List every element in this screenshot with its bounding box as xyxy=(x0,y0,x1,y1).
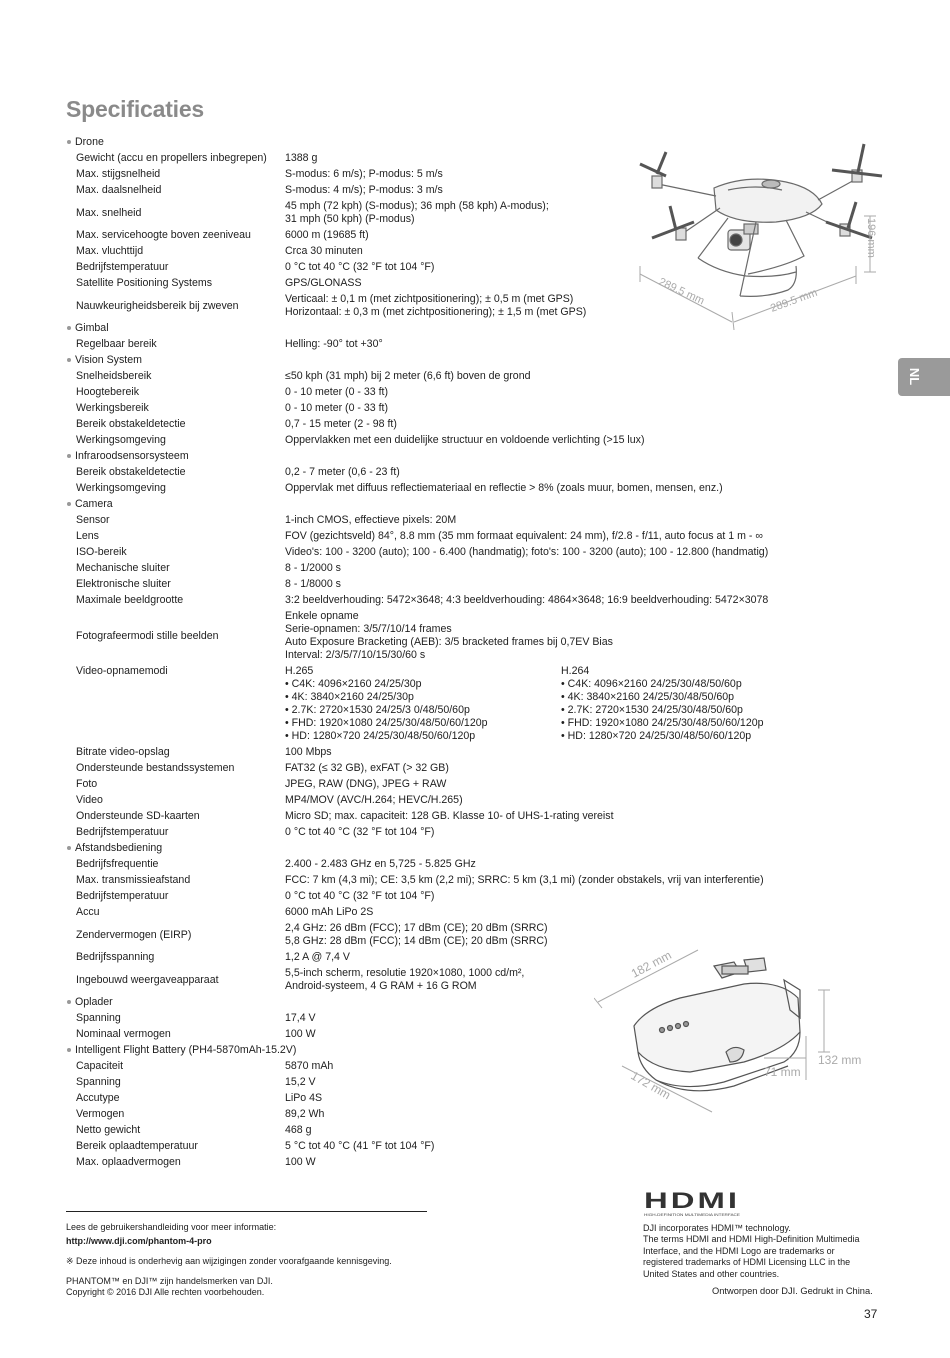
spec-value xyxy=(285,418,806,431)
spec-row xyxy=(66,872,806,888)
spec-value xyxy=(285,1140,806,1153)
copyright-note: Copyright © 2016 DJI Alle rechten voorbehouden. xyxy=(66,1287,265,1297)
spec-value-line: 89,2 Wh xyxy=(285,1108,325,1120)
spec-value xyxy=(285,906,806,919)
spec-label: Satellite Positioning Systems xyxy=(76,277,213,289)
spec-label: Bedrijfsspanning xyxy=(76,951,155,963)
spec-row xyxy=(66,464,806,480)
drone-width-left-label: 289.5 mm xyxy=(656,275,707,308)
spec-label: Video-opnamemodi xyxy=(76,665,168,677)
spec-label: Ondersteunde SD-kaarten xyxy=(76,810,200,822)
spec-label: Lens xyxy=(76,530,99,542)
spec-row xyxy=(66,528,806,544)
svg-text:HDMI: HDMI xyxy=(644,1188,740,1213)
spec-value xyxy=(285,874,806,887)
spec-row xyxy=(66,592,806,608)
spec-value-line: Enkele opname xyxy=(285,610,359,622)
spec-label: Max. stijgsnelheid xyxy=(76,168,161,180)
spec-label: Bedrijfstemperatuur xyxy=(76,890,169,902)
spec-value-line: 0,7 - 15 meter (2 - 98 ft) xyxy=(285,418,397,430)
spec-value xyxy=(285,578,806,591)
spec-label: Nauwkeurigheidsbereik bij zweven xyxy=(76,299,239,312)
spec-value-line: FOV (gezichtsveld) 84°, 8.8 mm (35 mm formaat equivalent: 24 mm), f/2.8 - f/11, auto focus at 1 m - ∞ xyxy=(285,530,763,542)
spec-value xyxy=(285,762,806,775)
rc-height-label: 132 mm xyxy=(818,1053,862,1067)
spec-label: Bereik obstakeldetectie xyxy=(76,418,186,430)
spec-label: Fotografeermodi stille beelden xyxy=(76,629,219,642)
spec-value-line: 45 mph (72 kph) (S-modus); 36 mph (58 kph) A-modus); xyxy=(285,200,549,212)
spec-value-line: 2.400 - 2.483 GHz en 5,725 - 5.825 GHz xyxy=(285,858,476,870)
spec-label: Video xyxy=(76,794,103,806)
spec-row xyxy=(66,1154,806,1170)
spec-section-header: Drone xyxy=(66,134,806,150)
spec-section-header: Infraroodsensorsysteem xyxy=(66,448,806,464)
trademark-note: PHANTOM™ en DJI™ zijn handelsmerken van DJI. xyxy=(66,1276,273,1286)
spec-row xyxy=(66,560,806,576)
spec-value-line: 0 °C tot 40 °C (32 °F tot 104 °F) xyxy=(285,890,435,902)
hdmi-line: Interface, and the HDMI Logo are trademarks or xyxy=(643,1245,835,1256)
spec-value xyxy=(285,338,806,351)
spec-label: Bereik oplaadtemperatuur xyxy=(76,1140,198,1152)
spec-row xyxy=(66,544,806,560)
spec-row xyxy=(66,400,806,416)
spec-value-line: GPS/GLONASS xyxy=(285,277,362,289)
spec-value-line: FAT32 (≤ 32 GB), exFAT (> 32 GB) xyxy=(285,762,449,774)
spec-label: Bedrijfsfrequentie xyxy=(76,858,159,870)
spec-value-line: Helling: -90° tot +30° xyxy=(285,338,383,350)
spec-value-line: Android-systeem, 4 G RAM + 16 G ROM xyxy=(285,980,477,992)
spec-value-line: 0 °C tot 40 °C (32 °F tot 104 °F) xyxy=(285,826,435,838)
rc-thickness-label: 71 mm xyxy=(764,1065,801,1079)
spec-value xyxy=(285,794,806,807)
spec-value-line: 31 mph (50 kph) (P-modus) xyxy=(285,213,415,225)
spec-label: Ingebouwd weergaveapparaat xyxy=(76,973,219,986)
spec-value-line: Micro SD; max. capaciteit: 128 GB. Klasse 10- of UHS-1-rating vereist xyxy=(285,810,614,822)
manual-url[interactable]: http://www.dji.com/phantom-4-pro xyxy=(66,1236,212,1246)
hdmi-line: DJI incorporates HDMI™ technology. xyxy=(643,1223,791,1233)
spec-label: Max. vluchttijd xyxy=(76,245,144,257)
spec-row xyxy=(66,888,806,904)
spec-row xyxy=(66,856,806,872)
spec-value-line: Verticaal: ± 0,1 m (met zichtpositionering); ± 0,5 m (met GPS) xyxy=(285,293,574,305)
spec-label: Gewicht (accu en propellers inbegrepen) xyxy=(76,152,267,164)
spec-label: Max. daalsnelheid xyxy=(76,184,162,196)
spec-value xyxy=(285,530,806,543)
spec-section-header: Vision System xyxy=(66,352,806,368)
spec-section-header: Oplader xyxy=(66,994,806,1010)
spec-label: Snelheidsbereik xyxy=(76,370,152,382)
spec-label: Bedrijfstemperatuur xyxy=(76,261,169,273)
spec-value-line: 1-inch CMOS, effectieve pixels: 20M xyxy=(285,514,457,526)
spec-label: Sensor xyxy=(76,514,110,526)
spec-row xyxy=(66,792,806,808)
spec-value-line: 17,4 V xyxy=(285,1012,316,1024)
spec-value-line: 468 g xyxy=(285,1124,312,1136)
hdmi-notice xyxy=(643,1223,893,1280)
spec-row xyxy=(66,744,806,760)
spec-value-line: 5,8 GHz: 28 dBm (FCC); 14 dBm (CE); 20 dBm (SRRC) xyxy=(285,935,548,947)
spec-label: Nominaal vermogen xyxy=(76,1028,171,1040)
spec-value xyxy=(285,434,806,447)
spec-label: Capaciteit xyxy=(76,1060,124,1072)
spec-value xyxy=(285,665,837,743)
spec-value-line: 5870 mAh xyxy=(285,1060,334,1072)
spec-label: Max. oplaadvermogen xyxy=(76,1156,181,1168)
spec-label: Elektronische sluiter xyxy=(76,578,171,590)
spec-value-line: Serie-opnamen: 3/5/7/10/14 frames xyxy=(285,623,452,635)
spec-value-line: 0 °C tot 40 °C (32 °F tot 104 °F) xyxy=(285,261,435,273)
manual-note: Lees de gebruikershandleiding voor meer informatie: xyxy=(66,1222,277,1232)
spec-label: Accu xyxy=(76,906,100,918)
spec-value-line: 8 - 1/8000 s xyxy=(285,578,341,590)
spec-value-line: ≤50 kph (31 mph) bij 2 meter (6,6 ft) boven de grond xyxy=(285,370,531,382)
spec-value-line: 5 °C tot 40 °C (41 °F tot 104 °F) xyxy=(285,1140,435,1152)
hdmi-line: registered trademarks of HDMI Licensing LLC in the xyxy=(643,1257,851,1268)
spec-value-line: • HD: 1280×720 24/25/30/48/50/60/120p xyxy=(561,730,752,742)
spec-label: Netto gewicht xyxy=(76,1124,141,1136)
spec-section-header: Intelligent Flight Battery (PH4-5870mAh-15.2V) xyxy=(66,1042,806,1058)
spec-row xyxy=(66,576,806,592)
spec-value xyxy=(285,610,806,662)
spec-row xyxy=(66,480,806,496)
spec-value-line: • HD: 1280×720 24/25/30/48/50/60/120p xyxy=(285,730,476,742)
spec-value xyxy=(285,466,806,479)
spec-value xyxy=(285,562,806,575)
spec-label: Ondersteunde bestandssystemen xyxy=(76,762,235,774)
spec-value-line: 6000 mAh LiPo 2S xyxy=(285,906,374,918)
spec-label: Max. servicehoogte boven zeeniveau xyxy=(76,229,251,241)
spec-label: Max. snelheid xyxy=(76,206,142,219)
spec-value xyxy=(285,1124,806,1137)
spec-value-line: S-modus: 6 m/s); P-modus: 5 m/s xyxy=(285,168,443,180)
spec-row xyxy=(66,432,806,448)
remote-controller-illustration xyxy=(594,940,884,1120)
spec-value-line: S-modus: 4 m/s); P-modus: 3 m/s xyxy=(285,184,443,196)
spec-value xyxy=(285,1156,806,1169)
spec-value xyxy=(285,858,806,871)
spec-row xyxy=(66,336,806,352)
spec-value-line: 5,5-inch scherm, resolutie 1920×1080, 1000 cd/m², xyxy=(285,967,525,979)
spec-label: Maximale beeldgrootte xyxy=(76,594,184,606)
spec-value xyxy=(285,746,806,759)
hdmi-logo xyxy=(644,1188,754,1218)
spec-row xyxy=(66,663,806,744)
spec-value xyxy=(285,778,806,791)
spec-value-line: 8 - 1/2000 s xyxy=(285,562,341,574)
spec-value-line: • 2.7K: 2720×1530 24/25/3 0/48/50/60p xyxy=(285,704,470,716)
spec-value xyxy=(285,826,806,839)
spec-value xyxy=(285,546,806,559)
spec-value-line: H.264 xyxy=(561,665,590,677)
drone-illustration xyxy=(636,126,888,336)
spec-label: Bedrijfstemperatuur xyxy=(76,826,169,838)
spec-section-header: Camera xyxy=(66,496,806,512)
spec-label: Spanning xyxy=(76,1076,121,1088)
spec-value-line: • FHD: 1920×1080 24/25/30/48/50/60/120p xyxy=(561,717,764,729)
spec-label: Werkingsbereik xyxy=(76,402,149,414)
spec-row xyxy=(66,608,806,663)
spec-value xyxy=(285,514,806,527)
spec-value-line: 0,2 - 7 meter (0,6 - 23 ft) xyxy=(285,466,400,478)
spec-value-line: 0 - 10 meter (0 - 33 ft) xyxy=(285,402,389,414)
spec-value-line: 2,4 GHz: 26 dBm (FCC); 17 dBm (CE); 20 dBm (SRRC) xyxy=(285,922,548,934)
made-in-note: Ontworpen door DJI. Gedrukt in China. xyxy=(712,1286,873,1296)
spec-value-line: Video's: 100 - 3200 (auto); 100 - 6.400 (handmatig); foto's: 100 - 3200 (auto); 100 - 12.800 (handmatig) xyxy=(285,546,769,558)
spec-label: Zendervermogen (EIRP) xyxy=(76,928,192,941)
spec-row xyxy=(66,776,806,792)
spec-label: Accutype xyxy=(76,1092,120,1104)
spec-label: Werkingsomgeving xyxy=(76,434,166,446)
spec-value-line: Horizontaal: ± 0,3 m (met zichtpositionering); ± 1,5 m (met GPS) xyxy=(285,306,587,318)
spec-value-line: 1,2 A @ 7,4 V xyxy=(285,951,350,963)
page-title: Specificaties xyxy=(66,96,205,122)
spec-row xyxy=(66,368,806,384)
spec-label: Max. transmissieafstand xyxy=(76,874,191,886)
spec-value-line: Oppervlak met diffuus reflectiemateriaal en reflectie > 8% (zoals muur, bomen, mensen, enz.) xyxy=(285,482,723,494)
spec-value-line: • 4K: 3840×2160 24/25/30/48/50/60p xyxy=(561,691,735,703)
video-codec-column xyxy=(285,665,561,743)
spec-value-line: 100 W xyxy=(285,1028,316,1040)
spec-label: Spanning xyxy=(76,1012,121,1024)
spec-value-line: • 2.7K: 2720×1530 24/25/30/48/50/60p xyxy=(561,704,743,716)
spec-value xyxy=(285,370,806,383)
spec-value-line: Interval: 2/3/5/7/10/15/30/60 s xyxy=(285,649,426,661)
spec-value-line: H.265 xyxy=(285,665,314,677)
spec-row xyxy=(66,824,806,840)
spec-value-line: Crca 30 minuten xyxy=(285,245,363,257)
page-number: 37 xyxy=(864,1307,878,1321)
spec-row xyxy=(66,384,806,400)
spec-label: Mechanische sluiter xyxy=(76,562,170,574)
spec-row xyxy=(66,1138,806,1154)
spec-section-header: Afstandsbediening xyxy=(66,840,806,856)
spec-value-line: • C4K: 4096×2160 24/25/30p xyxy=(285,678,422,690)
spec-label: Foto xyxy=(76,778,98,790)
hdmi-line: United States and other countries. xyxy=(643,1268,780,1279)
spec-row xyxy=(66,808,806,824)
spec-row xyxy=(66,512,806,528)
spec-row xyxy=(66,760,806,776)
spec-value xyxy=(285,402,806,415)
spec-value-line: FCC: 7 km (4,3 mi); CE: 3,5 km (2,2 mi); SRRC: 5 km (3,1 mi) (zonder obstakels, vrij van interferentie) xyxy=(285,874,764,886)
drone-width-right-label: 289.5 mm xyxy=(768,286,819,315)
spec-row xyxy=(66,1122,806,1138)
spec-value-line: 15,2 V xyxy=(285,1076,316,1088)
language-tab-label: NL xyxy=(907,367,923,386)
spec-row xyxy=(66,416,806,432)
spec-value-line: Auto Exposure Bracketing (AEB): 3/5 bracketed frames bij 0,7EV Bias xyxy=(285,636,613,648)
spec-value xyxy=(285,386,806,399)
spec-value-line: • FHD: 1920×1080 24/25/30/48/50/60/120p xyxy=(285,717,488,729)
spec-value-line: • 4K: 3840×2160 24/25/30p xyxy=(285,691,414,703)
spec-value-line: 0 - 10 meter (0 - 33 ft) xyxy=(285,386,389,398)
video-codec-column xyxy=(561,665,837,743)
spec-label: Vermogen xyxy=(76,1108,125,1120)
drone-height-label: 196 mm xyxy=(865,218,877,258)
rc-length-label: 182 mm xyxy=(628,947,674,981)
spec-value xyxy=(285,890,806,903)
spec-value xyxy=(285,482,806,495)
hdmi-line: The terms HDMI and HDMI High-Definition Multimedia xyxy=(643,1234,860,1245)
spec-value xyxy=(285,594,806,607)
spec-section-header: Gimbal xyxy=(66,320,806,336)
spec-value xyxy=(285,810,806,823)
svg-text:HIGH-DEFINITION MULTIMEDIA INT: HIGH-DEFINITION MULTIMEDIA INTERFACE xyxy=(644,1212,741,1217)
spec-label: Regelbaar bereik xyxy=(76,338,157,350)
spec-label: Hoogtebereik xyxy=(76,386,140,398)
spec-label: Bereik obstakeldetectie xyxy=(76,466,186,478)
spec-value-line: LiPo 4S xyxy=(285,1092,323,1104)
spec-value-line: 100 W xyxy=(285,1156,316,1168)
footer-divider xyxy=(66,1211,427,1212)
language-tab xyxy=(898,358,950,396)
spec-value-line: Oppervlakken met een duidelijke structuur en voldoende verlichting (>15 lux) xyxy=(285,434,645,446)
spec-value-line: 6000 m (19685 ft) xyxy=(285,229,369,241)
spec-value-line: 1388 g xyxy=(285,152,318,164)
spec-value-line: MP4/MOV (AVC/H.264; HEVC/H.265) xyxy=(285,794,463,806)
spec-label: Werkingsomgeving xyxy=(76,482,166,494)
spec-value-line: 100 Mbps xyxy=(285,746,332,758)
spec-value-line: • C4K: 4096×2160 24/25/30/48/50/60p xyxy=(561,678,742,690)
spec-value-line: JPEG, RAW (DNG), JPEG + RAW xyxy=(285,778,447,790)
change-note: ※ Deze inhoud is onderhevig aan wijzigingen zonder voorafgaande kennisgeving. xyxy=(66,1256,392,1266)
spec-label: ISO-bereik xyxy=(76,546,127,558)
spec-row xyxy=(66,904,806,920)
spec-value-line: 3:2 beeldverhouding: 5472×3648; 4:3 beeldverhouding: 4864×3648; 16:9 beeldverhouding: 5472×3078 xyxy=(285,594,769,606)
spec-label: Bitrate video-opslag xyxy=(76,746,170,758)
rc-depth-label: 172 mm xyxy=(628,1068,674,1103)
